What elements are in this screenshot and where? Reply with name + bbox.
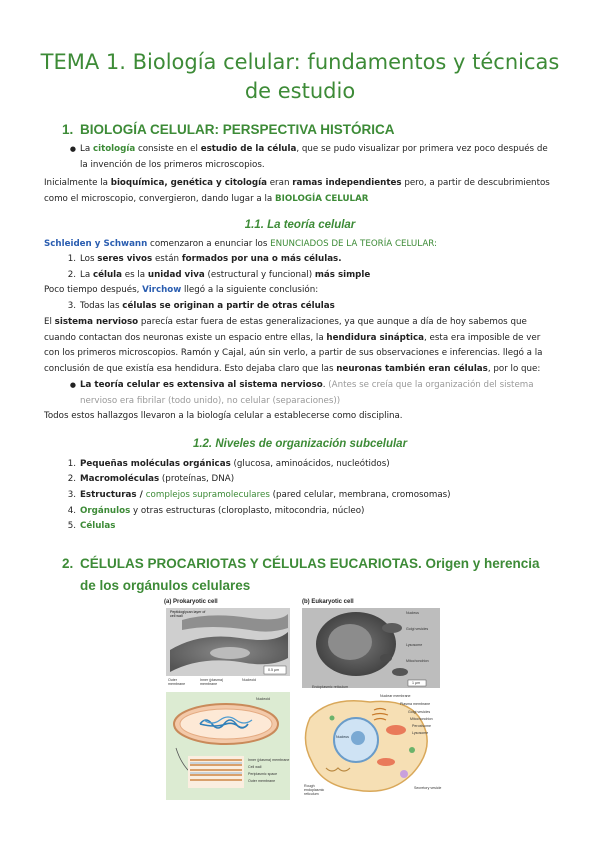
list-item (67, 519, 116, 535)
text: consiste en el (135, 144, 201, 154)
label: Golgi vesicles (406, 627, 429, 631)
text: citología (92, 144, 136, 154)
text: , que se pudo visualizar por primera vez poco después de la invención de los primeros microscopios. (80, 144, 548, 170)
list-item (69, 142, 550, 173)
text: eran (266, 178, 293, 188)
label: Nuclear membrane (380, 694, 411, 698)
section-title: CÉLULAS PROCARIOTAS Y CÉLULAS EUCARIOTAS. Origen y herencia (80, 556, 540, 571)
list-item (67, 488, 451, 504)
list-item (67, 504, 365, 520)
label: Periplasmic space (248, 772, 278, 776)
text: La (80, 270, 93, 280)
paragraph (44, 176, 556, 207)
label: Rough endoplasmic reticulum (304, 784, 325, 796)
text: comenzaron a enunciar los (147, 239, 271, 249)
text: Virchow (142, 285, 182, 295)
label: Outer membrane (248, 779, 276, 783)
subsection-heading: 1.1. La teoría celular (244, 219, 356, 231)
list-number: 2. (67, 474, 76, 484)
label: Peptidoglycan layer of cell wall (170, 610, 206, 618)
list-number: 3. (67, 301, 76, 311)
list-item (67, 472, 235, 488)
prokaryote-micrograph (166, 608, 290, 676)
label: Lysosome (406, 643, 423, 647)
text: estudio de la célula (200, 144, 297, 154)
section-number: 1. (62, 122, 74, 137)
text: (glucosa, aminoácidos, nucleótidos) (230, 459, 390, 469)
text: Orgánulos (80, 506, 131, 516)
list-number: 5. (67, 521, 76, 531)
text: La teoría celular es extensiva al sistema nervioso (80, 380, 323, 390)
text: Estructuras (80, 490, 137, 500)
text: / (136, 490, 146, 500)
list-item (67, 299, 335, 315)
bullet-marker: ● (69, 145, 76, 153)
list-number: 2. (67, 270, 76, 280)
list-item (67, 268, 371, 284)
prokaryote-diagram (166, 692, 290, 800)
paragraph (44, 315, 556, 377)
text: ramas independientes (292, 178, 402, 188)
text: Poco tiempo después, (44, 285, 143, 295)
panel-a-label: (a) Prokaryotic cell (164, 599, 218, 605)
text: complejos supramoleculares (145, 490, 270, 500)
label: Peroxisome (412, 724, 431, 728)
text: llegó a la siguiente conclusión: (181, 285, 319, 295)
section-1-heading (62, 122, 395, 137)
figure-drawing (160, 598, 444, 802)
list-item (69, 378, 550, 409)
list-item (67, 252, 342, 268)
label: Nucleus (406, 611, 419, 615)
text: (estructural y funcional) (204, 270, 315, 280)
text: unidad viva (147, 270, 205, 280)
text: (Antes se creía que la organización del sistema nervioso era fibrilar (todo unido), no celular (separaciones)) (80, 380, 534, 406)
text: Schleiden y Schwann (44, 239, 148, 249)
label: Mitochondrion (410, 717, 433, 721)
section-title: BIOLOGÍA CELULAR: PERSPECTIVA HISTÓRICA (80, 122, 395, 137)
text: Células (80, 521, 116, 531)
text: , por lo que: (487, 363, 541, 374)
text: neuronas también eran células (336, 363, 488, 374)
text: y otras estructuras (cloroplasto, mitocondria, núcleo) (130, 506, 365, 516)
text: Todas las (80, 301, 123, 311)
text: hendidura sináptica (326, 332, 425, 343)
label: 1 μm (412, 681, 421, 685)
label: Mitochondrion (406, 659, 429, 663)
section-2-heading (62, 553, 540, 597)
text: sistema nervioso (54, 317, 139, 327)
section-title-cont: de los orgánulos celulares (80, 578, 251, 593)
text: Pequeñas moléculas orgánicas (80, 459, 231, 469)
label: Golgi vesicles (408, 710, 431, 714)
paragraph: Todos estos hallazgos llevaron a la biología celular a establecerse como disciplina. (44, 411, 403, 421)
label: Nucleoid (256, 697, 270, 701)
subsection-heading: 1.2. Niveles de organización subcelular (192, 438, 408, 450)
label: Plasma membrane (400, 702, 431, 706)
list-number: 1. (67, 254, 76, 264)
label: Nucleoid (242, 678, 256, 682)
text: bioquímica, genética y citología (110, 178, 267, 188)
text: células se originan a partir de otras células (122, 301, 335, 311)
label: Secretory vesicle (414, 786, 442, 790)
text: célula (92, 270, 122, 280)
paragraph (44, 283, 556, 299)
text: Los (80, 254, 98, 264)
cell-comparison-figure (160, 598, 444, 802)
text: Macromoléculas (80, 474, 160, 484)
text: (proteínas, DNA) (159, 474, 235, 484)
page-title: TEMA 1. Biología celular: fundamentos y técnicas de estudio (40, 50, 560, 103)
panel-b-label: (b) Eukaryotic cell (302, 599, 354, 605)
bullet-marker: ● (69, 381, 76, 389)
text: (pared celular, membrana, cromosomas) (269, 490, 451, 500)
list-number: 1. (67, 459, 76, 469)
text: formados por una o más células. (181, 254, 342, 264)
label: 0.5 μm (268, 668, 280, 672)
label: Cell wall (248, 765, 262, 769)
text: La (80, 144, 93, 154)
label: Nucleus (336, 735, 349, 739)
label: Outer membrane (168, 678, 186, 686)
text: Inicialmente la (44, 178, 111, 188)
text: están (152, 254, 182, 264)
label: Endoplasmic reticulum (312, 685, 349, 689)
text: parecía estar fuera de estas generalizaciones, ya que aunque a día de hoy sabemos que cuando contactan dos neuronas existe un espacio entre ellas, la (44, 317, 527, 343)
text: ENUNCIADOS DE LA TEORÍA CELULAR: (270, 239, 437, 249)
list-item (67, 457, 390, 473)
text: , esta era imposible de ver con los primeros microscopios. Ramón y Cajal, aún sin verlo, a partir de sus observaciones e inferencias. llegó a la conclusión de que existía esa hendidura. Esto dejaba claro que las (44, 332, 543, 374)
section-number: 2. (62, 556, 74, 571)
text: BIOLOGÍA CELULAR (275, 193, 369, 204)
text: . (322, 380, 329, 390)
label: Lysosome (412, 731, 429, 735)
list-number: 4. (67, 506, 76, 516)
list-number: 3. (67, 490, 76, 500)
text: seres vivos (97, 254, 153, 264)
text: pero, a partir de descubrimientos como el microscopio, convergieron, dando lugar a la (44, 178, 550, 204)
eukaryote-micrograph (302, 608, 440, 688)
text: es la (121, 270, 148, 280)
label: Inner (plasma) membrane (200, 678, 224, 686)
text: El (44, 317, 55, 327)
label: Inner (plasma) membrane (248, 758, 290, 762)
paragraph (44, 237, 556, 253)
text: más simple (314, 270, 371, 280)
